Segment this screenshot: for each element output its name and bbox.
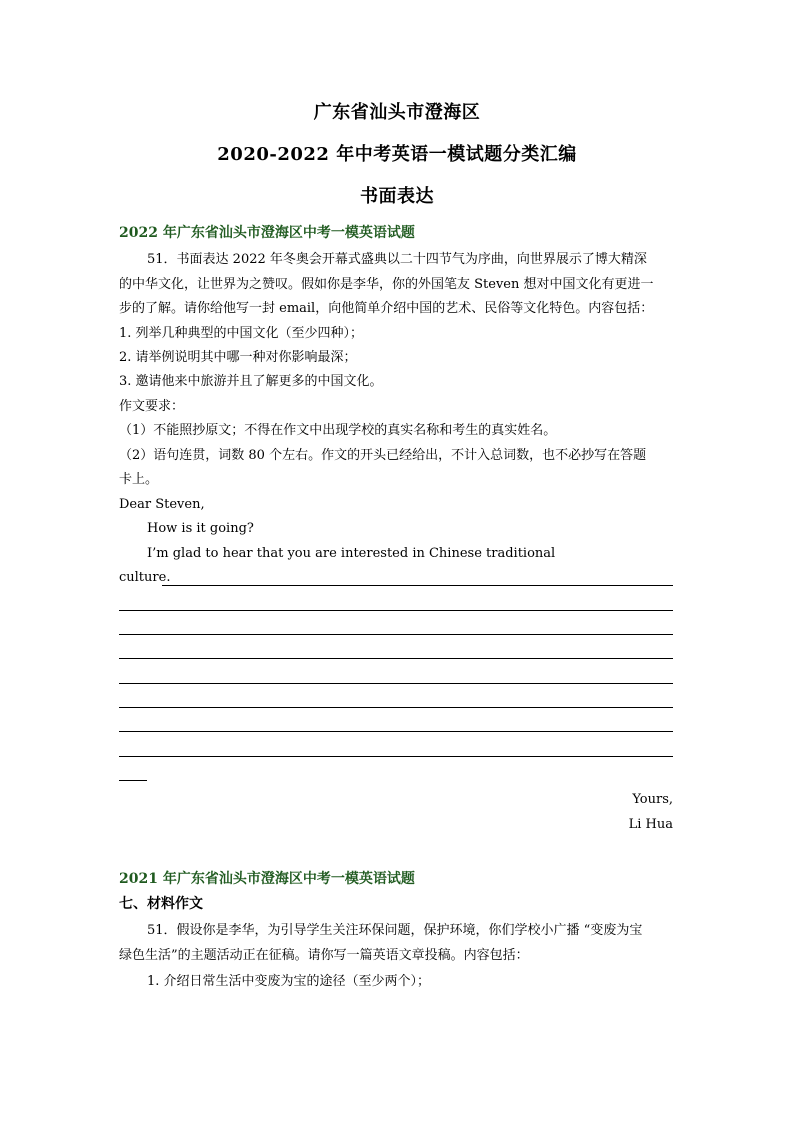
content-item-1: 1. 列举几种典型的中国文化（至少四种）； (119, 326, 364, 341)
letter-line: How is it going? (147, 521, 254, 536)
requirement-2: （2）语句连贯，词数 80 个左右。作文的开头已经给出，不计入总词数，也不必抄写在答题 (119, 448, 647, 463)
document-title-exam: 2020-2022 年中考英语一模试题分类汇编 (217, 144, 577, 165)
content-item-1-2021: 1. 介绍日常生活中变废为宝的途径（至少两个）； (147, 974, 431, 989)
answer-line[interactable] (119, 683, 673, 684)
requirement-2-cont: 卡上。 (119, 472, 159, 487)
letter-salutation: Dear Steven, (119, 497, 205, 512)
answer-line[interactable] (119, 658, 673, 659)
question-51-line: 步的了解。请你给他写一封 email，向他简单介绍中国的艺术、民俗等文化特色。内容包括： (119, 301, 654, 316)
question-51-line: 51．书面表达 2022 年冬奥会开幕式盛典以二十四节气为序曲，向世界展示了博大精深 (147, 252, 647, 267)
question-51-2021-line: 51．假设你是李华，为引导学生关注环保问题，保护环境，你们学校小广播 “变废为宝 (147, 923, 643, 938)
document-title-region: 广东省汕头市澄海区 (313, 102, 481, 123)
answer-line[interactable] (162, 585, 673, 586)
requirements-label: 作文要求： (119, 399, 185, 414)
content-item-3: 3. 邀请他来中旅游并且了解更多的中国文化。 (119, 374, 383, 389)
letter-closing: Yours, (632, 792, 673, 807)
section-2021-heading: 2021 年广东省汕头市澄海区中考一模英语试题 (119, 871, 415, 887)
answer-line[interactable] (119, 707, 673, 708)
requirement-1: （1）不能照抄原文；不得在作文中出现学校的真实名称和考生的真实姓名。 (119, 423, 557, 438)
answer-line-short[interactable] (119, 780, 147, 781)
letter-line: I’m glad to hear that you are interested in Chinese traditional (147, 546, 556, 561)
answer-line[interactable] (119, 756, 673, 757)
answer-line[interactable] (119, 731, 673, 732)
section-2022-heading: 2022 年广东省汕头市澄海区中考一模英语试题 (119, 225, 415, 241)
document-title-topic: 书面表达 (360, 186, 434, 207)
question-51-2021-line: 绿色生活”的主题活动正在征稿。请你写一篇英语文章投稿。内容包括： (119, 948, 529, 963)
letter-line-culture: culture. (119, 570, 171, 585)
question-51-line: 的中华文化，让世界为之赞叹。假如你是李华，你的外国笔友 Steven 想对中国文化有更进一 (119, 277, 654, 292)
letter-signature: Li Hua (628, 817, 673, 832)
content-item-2: 2. 请举例说明其中哪一种对你影响最深； (119, 350, 357, 365)
answer-line[interactable] (119, 610, 673, 611)
section-2021-part: 七、材料作文 (119, 896, 203, 912)
answer-line[interactable] (119, 634, 673, 635)
